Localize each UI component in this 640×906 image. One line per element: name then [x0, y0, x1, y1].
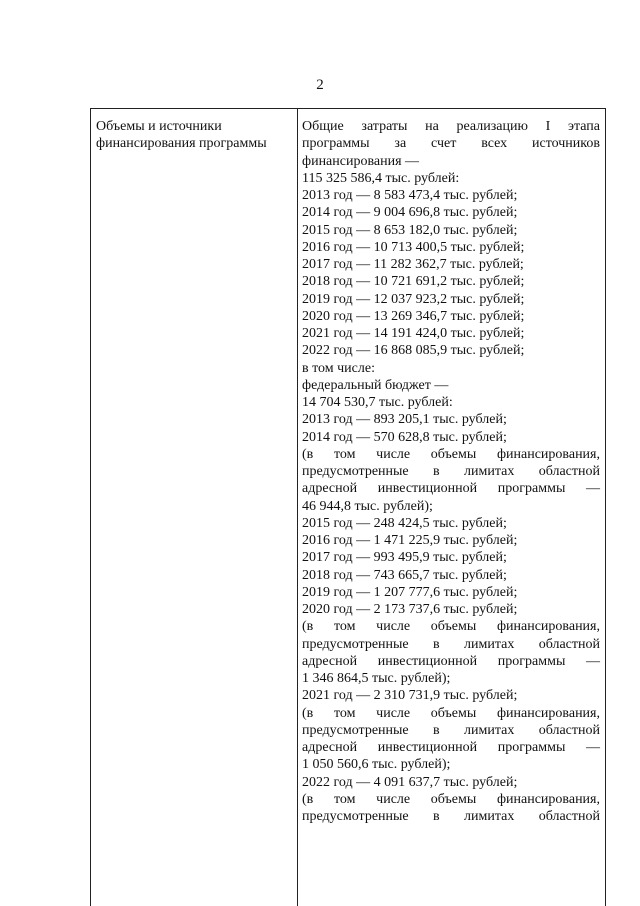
value-line: 2013 год — 8 583 473,4 тыс. рублей;	[302, 188, 518, 203]
label-line: Объемы и источники	[96, 119, 222, 134]
value-line: 46 944,8 тыс. рублей);	[302, 498, 433, 514]
value-line: 2016 год — 10 713 400,5 тыс. рублей;	[302, 239, 525, 255]
value-line: 2018 год — 743 665,7 тыс. рублей;	[302, 567, 507, 583]
value-line: 1 050 560,6 тыс. рублей);	[302, 757, 451, 773]
value-line: предусмотренные в лимитах областной	[302, 722, 600, 738]
value-line: 2021 год — 2 310 731,9 тыс. рублей;	[302, 688, 518, 704]
value-line: 2016 год — 1 471 225,9 тыс. рублей;	[302, 533, 518, 548]
value-line: 2017 год — 11 282 362,7 тыс. рублей;	[302, 257, 524, 272]
value-line: 115 325 586,4 тыс. рублей:	[302, 170, 460, 186]
value-line: финансирования —	[302, 153, 420, 169]
value-line: (в том числе объемы финансирования,	[302, 791, 600, 807]
value-line: 2019 год — 12 037 923,2 тыс. рублей;	[302, 291, 525, 307]
value-line: 2017 год — 993 495,9 тыс. рублей;	[302, 550, 507, 566]
value-line: 2019 год — 1 207 777,6 тыс. рублей;	[302, 584, 518, 600]
value-line: предусмотренные в лимитах областной	[302, 636, 600, 652]
page-number: 2	[316, 77, 324, 93]
value-line: 2018 год — 10 721 691,2 тыс. рублей;	[302, 274, 525, 290]
value-line: 2014 год — 570 628,8 тыс. рублей;	[302, 429, 507, 445]
value-line: предусмотренные в лимитах областной	[302, 809, 600, 824]
funding-table	[90, 108, 606, 906]
value-line: (в том числе объемы финансирования,	[302, 619, 600, 635]
value-line: адресной инвестиционной программы —	[302, 481, 600, 497]
label-cell-text	[96, 118, 292, 152]
value-line: 2013 год — 893 205,1 тыс. рублей;	[302, 412, 507, 428]
value-line: в том числе:	[302, 360, 375, 376]
value-line: Общие затраты на реализацию I этапа	[302, 119, 600, 134]
value-line: 2022 год — 4 091 637,7 тыс. рублей;	[302, 774, 518, 790]
value-line: адресной инвестиционной программы —	[302, 653, 600, 669]
value-line: 2015 год — 248 424,5 тыс. рублей;	[302, 515, 507, 531]
label-line: финансирования программы	[96, 136, 267, 151]
value-line: 2020 год — 13 269 346,7 тыс. рублей;	[302, 308, 525, 324]
value-line: (в том числе объемы финансирования,	[302, 446, 600, 462]
value-line: 2021 год — 14 191 424,0 тыс. рублей;	[302, 326, 525, 341]
value-line: (в том числе объемы финансирования,	[302, 705, 600, 721]
value-line: федеральный бюджет —	[302, 377, 449, 393]
value-line: 2014 год — 9 004 696,8 тыс. рублей;	[302, 205, 518, 221]
value-line: программы за счет всех источников	[302, 136, 600, 152]
table-value-cell	[298, 109, 606, 906]
value-line: 2022 год — 16 868 085,9 тыс. рублей;	[302, 343, 525, 359]
value-line: 1 346 864,5 тыс. рублей);	[302, 671, 451, 686]
value-line: предусмотренные в лимитах областной	[302, 464, 600, 479]
table-label-cell	[91, 109, 298, 906]
value-line: 14 704 530,7 тыс. рублей:	[302, 395, 453, 410]
value-line: адресной инвестиционной программы —	[302, 740, 600, 755]
value-line: 2015 год — 8 653 182,0 тыс. рублей;	[302, 222, 518, 238]
value-line: 2020 год — 2 173 737,6 тыс. рублей;	[302, 602, 518, 617]
value-cell-text	[302, 118, 600, 825]
